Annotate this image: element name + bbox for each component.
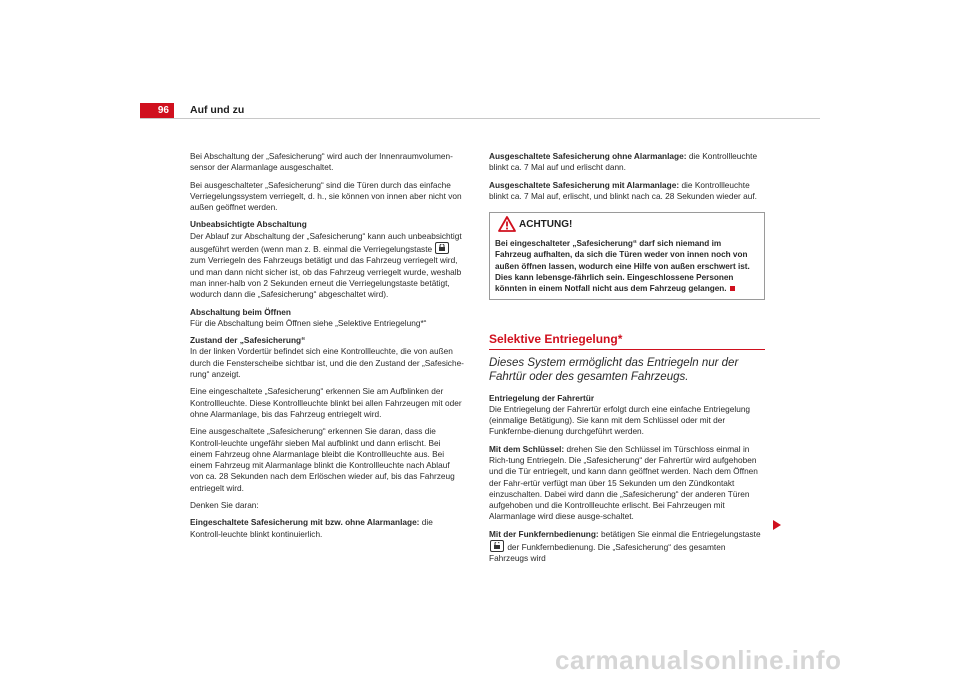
paragraph-text: die Kontroll-leuchte blinkt kontinuierlich. bbox=[190, 517, 433, 539]
subheading: Entriegelung der Fahrertür bbox=[489, 392, 595, 403]
right-column bbox=[489, 151, 765, 571]
subheading: Abschaltung beim Öffnen bbox=[190, 306, 291, 317]
paragraph bbox=[190, 231, 465, 301]
paragraph: Denken Sie daran: bbox=[190, 500, 259, 511]
paragraph-text: die Kontrollleuchte blinkt ca. 7 Mal auf und erlischt dann. bbox=[489, 151, 758, 173]
paragraph bbox=[489, 444, 765, 523]
paragraph bbox=[489, 151, 765, 174]
paragraph-lead: Ausgeschaltete Safesicherung mit Alarmanlage: bbox=[489, 179, 680, 190]
paragraph-lead: Mit der Funkfernbedienung: bbox=[489, 528, 599, 539]
subheading: Unbeabsichtigte Abschaltung bbox=[190, 219, 307, 230]
paragraph-lead: Eingeschaltete Safesicherung mit bzw. ohne Alarmanlage: bbox=[190, 517, 420, 528]
subheading: Zustand der „Safesicherung“ bbox=[190, 335, 306, 346]
paragraph-text: betätigen Sie einmal die Entriegelungstaste bbox=[601, 528, 761, 539]
paragraph: Eine ausgeschaltete „Safesicherung“ erkennen Sie daran, dass die Kontroll-leuchte ungefähr sieben Mal aufblinkt und dann erlischt. Bei einem Fahrzeug ohne Alarmanlage bleibt die Kontrollleuchte aus. Bei einem Fahrzeug mit Alarmanlage blinkt die Kontrollleuchte nach Ablauf von ca. 28 Sekunden nach dem Erlöschen wieder auf, bis das Fahrzeug entriegelt wird. bbox=[190, 426, 455, 493]
warning-body-text: Bei eingeschalteter „Safesicherung“ darf sich niemand im Fahrzeug aufhalten, da sich die Türen weder von innen noch von außen öffnen lassen, wodurch eine Hilfe von außen erschwert ist. Dies kann lebensge-fährlich sein. Eingeschlossene Personen könnten in einem Notfall nicht aus dem Fahrzeug gelangen. bbox=[495, 239, 750, 293]
paragraph-lead: Ausgeschaltete Safesicherung ohne Alarmanlage: bbox=[489, 151, 687, 161]
section-heading: Selektive Entriegelung* bbox=[489, 334, 765, 349]
paragraph-text: der Funkfernbedienung. Die „Safesicherung“ des gesamten Fahrzeugs wird bbox=[489, 542, 726, 564]
warning-text bbox=[490, 236, 764, 299]
warning-title: ACHTUNG! bbox=[519, 219, 573, 231]
end-marker-icon bbox=[730, 286, 735, 291]
paragraph-lead: Mit dem Schlüssel: bbox=[489, 443, 565, 454]
warning-header bbox=[490, 213, 764, 236]
section-intro: Dieses System ermöglicht das Entriegeln nur der Fahrtür oder des gesamten Fahrzeugs. bbox=[489, 356, 739, 383]
paragraph bbox=[489, 529, 765, 565]
page-number: 96 bbox=[140, 103, 174, 118]
paragraph-text: die Kontrollleuchte blinkt ca. 7 Mal auf, erlischt, und blinkt nach ca. 28 Sekunden wieder auf. bbox=[489, 179, 757, 201]
paragraph bbox=[190, 517, 465, 540]
unlock-key-icon bbox=[490, 540, 504, 552]
paragraph: In der linken Vordertür befindet sich eine Kontrollleuchte, die von außen durch die Fensterscheibe sichtbar ist, und die den Zustand der „Safesiche-rung“ anzeigt. bbox=[190, 346, 464, 380]
paragraph-text: Der Ablauf zur Abschaltung der „Safesicherung“ kann auch unbeabsichtigt ausgeführt werden (wenn man z. B. einmal die Verriegelungstaste bbox=[190, 230, 462, 255]
warning-box bbox=[489, 212, 765, 300]
left-column bbox=[190, 151, 465, 546]
paragraph: Für die Abschaltung beim Öffnen siehe „Selektive Entriegelung*“ bbox=[190, 317, 427, 328]
header-rule bbox=[140, 118, 820, 119]
paragraph bbox=[489, 180, 765, 203]
paragraph: Bei Abschaltung der „Safesicherung“ wird auch der Innenraumvolumen-sensor der Alarmanlage ausgeschaltet. bbox=[190, 151, 453, 173]
watermark: carmanualsonline.info bbox=[555, 645, 842, 675]
section-title: Auf und zu bbox=[190, 104, 245, 116]
continue-arrow-icon bbox=[773, 520, 781, 530]
paragraph-text: drehen Sie den Schlüssel im Türschloss einmal in Rich-tung Entriegeln. Die „Safesicherung“ der Fahrertür wird aufgehoben und die Tür entriegelt, und kann dann geöffnet werden. Nach dem Öffnen der Fahr-ertür verfügt man über 15 Sekunden um den Zündkontakt einzuschalten. Dabei wird dann die „Safesicherung“ der anderen Türen aufgehoben und die Kontrollleuchte erlischt. Bei Fahrzeugen mit Alarmanlage wird diese ausge-schaltet. bbox=[489, 443, 758, 522]
paragraph-text: zum Verriegeln des Fahrzeugs betätigt und das Fahrzeug verriegelt wird, und man dann nicht sicher ist, ob das Fahrzeug verriegelt wurde, weshalb man inner-halb von 2 Sekunden erneut die Verriegelungstaste betätigt, wodurch dann die „Safesicherung“ abgeschaltet wird). bbox=[190, 255, 462, 300]
paragraph: Bei ausgeschalteter „Safesicherung“ sind die Türen durch das einfache Verriegelungssystem verriegelt, d. h., sie können von innen aber nicht von außen geöffnet werden. bbox=[190, 179, 462, 213]
lock-key-icon bbox=[435, 242, 449, 254]
paragraph: Eine eingeschaltete „Safesicherung“ erkennen Sie am Aufblinken der Kontrollleuchte. Diese Kontrollleuchte blinkt bei allen Fahrzeugen mit oder ohne Alarmanlage, bis das Fahrzeug entriegelt wird. bbox=[190, 386, 462, 419]
warning-triangle-icon bbox=[498, 216, 516, 232]
paragraph: Die Entriegelung der Fahrertür erfolgt durch eine einfache Entriegelung (einmalige Betätigung). Sie kann mit dem Schlüssel oder mit der Funkfernbe-dienung durchgeführt werden. bbox=[489, 403, 751, 437]
